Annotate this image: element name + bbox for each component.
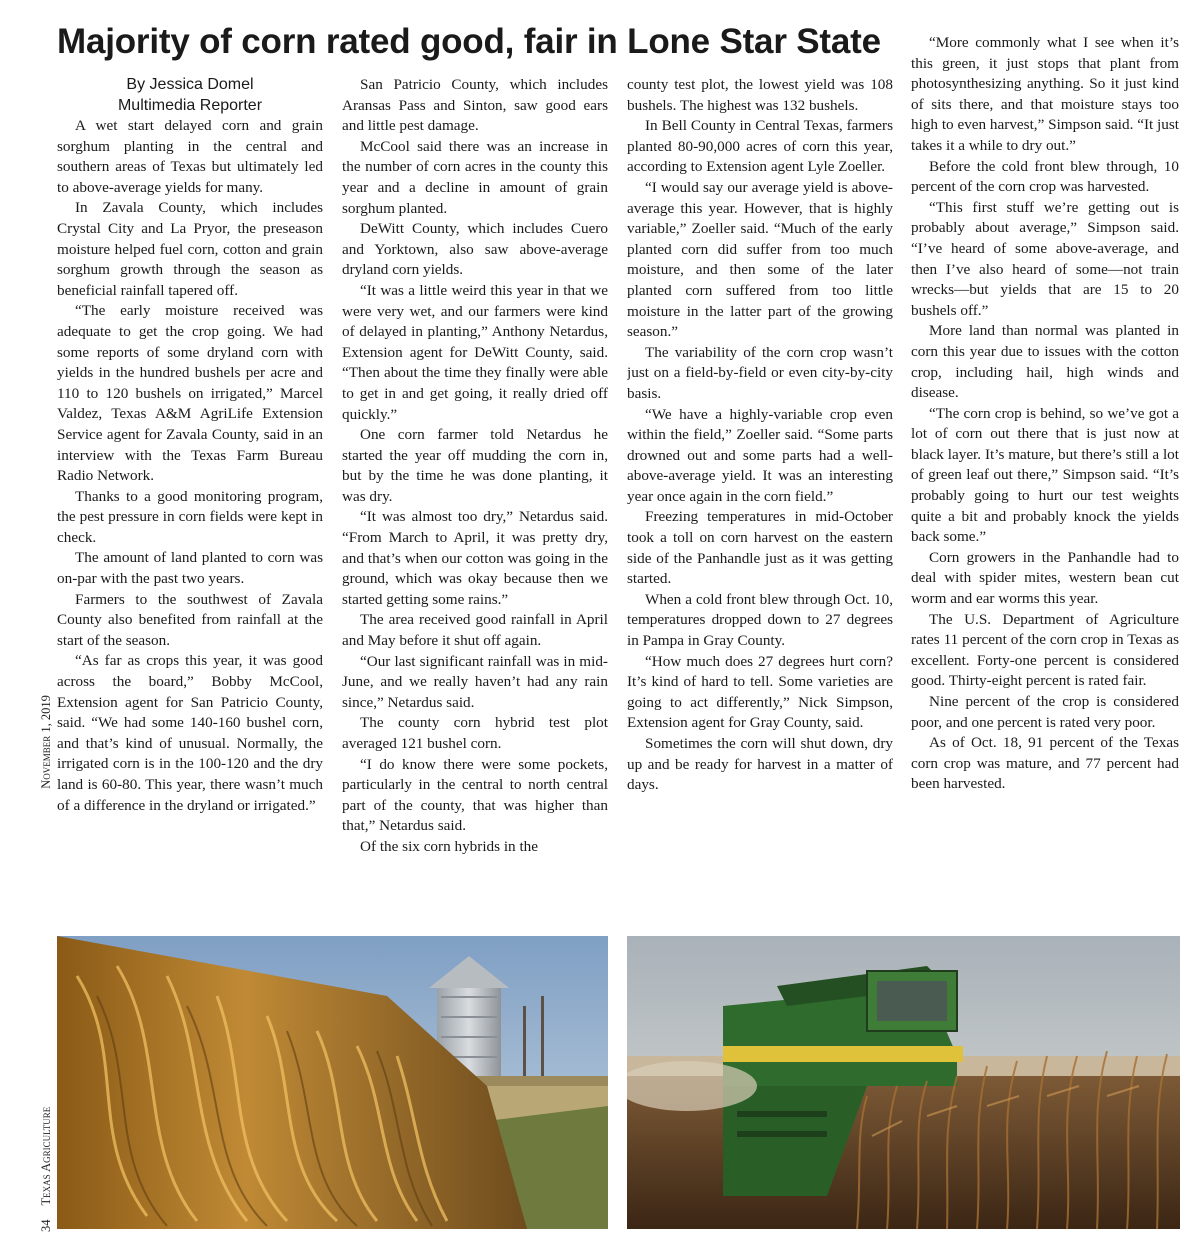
paragraph: The U.S. Department of Agriculture rates 11 percent of the corn crop in Texas as excellent. Forty-one percent is considered good. Thirty-eight percent is rated fair. xyxy=(911,610,1179,690)
paragraph: McCool said there was an increase in the number of corn acres in the county this year and a decline in amount of grain sorghum planted. xyxy=(342,137,608,217)
paragraph: Corn growers in the Panhandle had to deal with spider mites, western bean cut worm and ear worms this year. xyxy=(911,548,1179,608)
paragraph: San Patricio County, which includes Aransas Pass and Sinton, saw good ears and little pest damage. xyxy=(342,76,608,135)
paragraph: A wet start delayed corn and grain sorghum planting in the central and southern areas of Texas but ultimately led to above-average yields for many. xyxy=(57,117,323,196)
paragraph: DeWitt County, which includes Cuero and Yorktown, also saw above-average dryland corn yields. xyxy=(342,220,608,279)
photo-corn-field xyxy=(57,936,608,1229)
headline: Majority of corn rated good, fair in Lone Star State xyxy=(57,22,881,61)
paragraph: “As far as crops this year, it was good across the board,” Bobby McCool, Extension agent for San Patricio County, said. “We had some 140-160 bushel corn, and that’s kind of unusual. Normally, the irrigated corn is in the 100-120 and the dry land is 60-80. This year, there wasn’t much of a difference in the dryland or irrigated.” xyxy=(57,652,323,814)
paragraph: Thanks to a good monitoring program, the pest pressure in corn fields were kept in check. xyxy=(57,487,323,546)
paragraph: “How much does 27 degrees hurt corn? It’s kind of hard to tell. Some varieties are going to act differently,” Nick Simpson, Extension agent for Gray County, said. xyxy=(627,652,893,732)
article-column-4 xyxy=(911,33,1179,927)
paragraph: In Zavala County, which includes Crystal City and La Pryor, the preseason moisture helped fuel corn, cotton and grain sorghum growth through the season as beneficial rainfall tapered off. xyxy=(57,199,323,299)
article-column-1 xyxy=(57,75,323,927)
paragraph: “More commonly what I see when it’s this green, it just stops that plant from photosynthesizing anything. So it just kind of sits there, and that moisture stays too high to even harvest,” Simpson said. “It just takes it a while to dry out.” xyxy=(911,34,1179,154)
paragraph: Nine percent of the crop is considered poor, and one percent is rated very poor. xyxy=(911,693,1179,731)
paragraph: “We have a highly-variable crop even within the field,” Zoeller said. “Some parts drowned out and some parts had a well-above-average yield. It was an interesting year once again in the corn field.” xyxy=(627,405,893,505)
paragraph: “The early moisture received was adequate to get the crop going. We had some reports of some dryland corn with yields in the hundred bushels per acre and 110 to 120 bushels on irrigated,” Marcel Valdez, Texas A&M AgriLife Extension Service agent for Zavala County, said in an interview with the Texas Farm Bureau Radio Network. xyxy=(57,302,323,485)
paragraph: “It was a little weird this year in that we were very wet, and our farmers were kind of delayed in planting,” Anthony Netardus, Extension agent for DeWitt County, said. “Then about the time they finally were able to get in and get going, it really dried off quickly.” xyxy=(342,281,608,423)
paragraph: When a cold front blew through Oct. 10, temperatures dropped down to 27 degrees in Pampa in Gray County. xyxy=(627,590,893,650)
issue-date: November 1, 2019 xyxy=(39,695,53,789)
byline xyxy=(57,75,323,116)
paragraph: More land than normal was planted in corn this year due to issues with the cotton crop, including hail, high winds and disease. xyxy=(911,322,1179,402)
paragraph: “This first stuff we’re getting out is probably about average,” Simpson said. “I’ve heard of some above-average, and then I’ve also heard of some—not train wrecks—but yields that are 15 to 20 bushels off.” xyxy=(911,198,1179,319)
paragraph: “I do know there were some pockets, particularly in the central to north central part of the county, that was higher than that,” Netardus said. xyxy=(342,755,608,835)
paragraph: Sometimes the corn will shut down, dry up and be ready for harvest in a matter of days. xyxy=(627,735,893,794)
paragraph: Farmers to the southwest of Zavala County also benefited from rainfall at the start of the season. xyxy=(57,590,323,649)
paragraph: Of the six corn hybrids in the xyxy=(360,837,539,855)
byline-author: By Jessica Domel xyxy=(126,76,254,93)
paragraph: “The corn crop is behind, so we’ve got a lot of corn out there that is just now at black layer. It’s mature, but there’s still a lot of green leaf out there,” Simpson said. “It’s probably going to hurt our test weights quite a bit and probably knock the yields back some.” xyxy=(911,404,1179,546)
paragraph-continued: county test plot, the lowest yield was 108 bushels. The highest was 132 bushels. xyxy=(627,76,893,114)
article-column-2 xyxy=(342,75,608,927)
paragraph: The area received good rainfall in April and May before it shut off again. xyxy=(342,611,608,650)
article-column-3 xyxy=(627,75,893,927)
paragraph: One corn farmer told Netardus he started the year off mudding the corn in, but by the time he was done planting, it was dry. xyxy=(342,426,608,505)
paragraph: The county corn hybrid test plot averaged 121 bushel corn. xyxy=(342,714,608,752)
paragraph: The amount of land planted to corn was on-par with the past two years. xyxy=(57,549,323,588)
paragraph: “It was almost too dry,” Netardus said. “From March to April, it was pretty dry, and that’s when our cotton was going in the ground, which was okay because then we started getting some rains.” xyxy=(342,508,608,608)
byline-role: Multimedia Reporter xyxy=(117,96,263,114)
paragraph: As of Oct. 18, 91 percent of the Texas corn crop was mature, and 77 percent had been harvested. xyxy=(911,734,1179,793)
paragraph: Freezing temperatures in mid-October took a toll on corn harvest on the eastern side of the Panhandle just as it was getting started. xyxy=(627,508,893,588)
paragraph: The variability of the corn crop wasn’t just on a field-by-field or even city-by-city basis. xyxy=(627,343,893,402)
page-number: 34 xyxy=(39,1219,53,1232)
paragraph: Before the cold front blew through, 10 percent of the corn crop was harvested. xyxy=(911,157,1179,196)
paragraph: “Our last significant rainfall was in mid-June, and we really haven’t had any rain since,” Netardus said. xyxy=(342,652,608,711)
photo-combine-harvest xyxy=(627,936,1180,1229)
paragraph: In Bell County in Central Texas, farmers planted 80-90,000 acres of corn this year, according to Extension agent Lyle Zoeller. xyxy=(627,117,893,176)
paragraph: “I would say our average yield is above-average this year. However, that is highly variable,” Zoeller said. “Much of the early planted corn did suffer from too much moisture, and then some of the later planted corn suffered from too little moisture in the latter part of the growing season.” xyxy=(627,178,893,341)
publication-name: Texas Agriculture xyxy=(39,1106,53,1206)
